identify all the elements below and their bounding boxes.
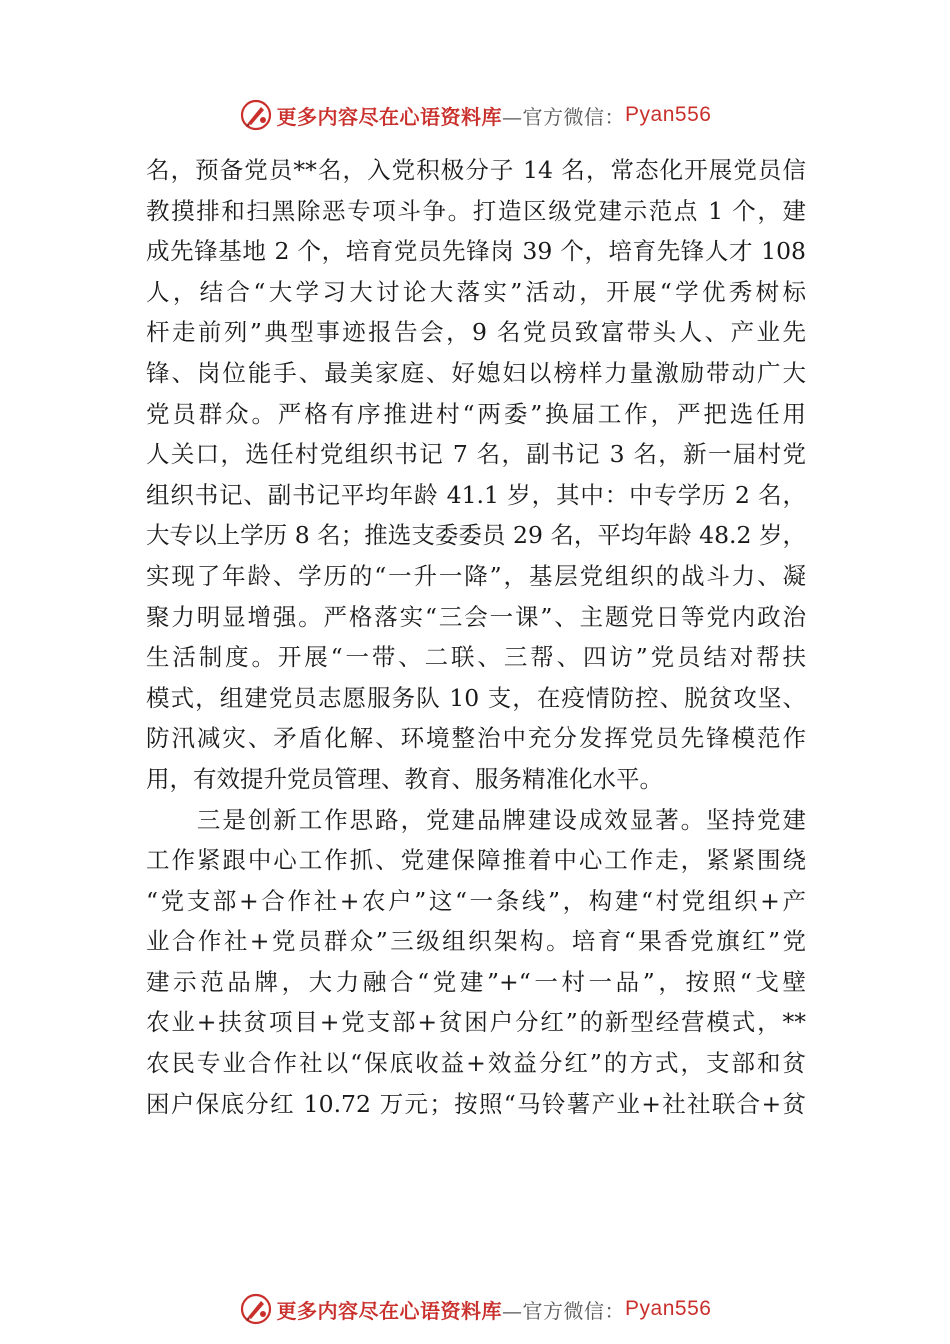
text-line: 成先锋基地 2 个，培育党员先锋岗 39 个，培育先锋人才 108 [146, 237, 806, 266]
text-line: 模式，组建党员志愿服务队 10 支，在疫情防控、脱贫攻坚、 [146, 683, 806, 712]
text-line: 党员群众。严格有序推进村“两委”换届工作，严把选任用 [146, 399, 806, 428]
banner-promo-text: 更多内容尽在心语资料库 [276, 104, 503, 129]
text-line: 农业+扶贫项目+党支部+贫困户分红”的新型经营模式，** [146, 1008, 806, 1037]
banner-wechat-label: —官方微信： [502, 1298, 626, 1323]
header-banner [0, 93, 950, 137]
text-line: 困户保底分红 10.72 万元；按照“马铃薯产业+社社联合+贫 [146, 1089, 806, 1118]
text-line: 实现了年龄、学历的“一升一降”，基层党组织的战斗力、凝 [146, 561, 806, 590]
text-line: 防汛减灾、矛盾化解、环境整治中充分发挥党员先锋模范作 [146, 724, 806, 753]
text-line: 建示范品牌，大力融合“党建”+“一村一品”，按照“戈壁 [146, 967, 806, 996]
text-line: 业合作社+党员群众”三级组织架构。培育“果香党旗红”党 [146, 927, 806, 956]
quill-logo-icon [239, 98, 273, 132]
text-line: “党支部+合作社+农户”这“一条线”，构建“村党组织+产 [146, 886, 806, 915]
footer-banner [0, 1287, 950, 1331]
text-line: 教摸排和扫黑除恶专项斗争。打造区级党建示范点 1 个，建 [146, 196, 806, 225]
text-line: 农民专业合作社以“保底收益+效益分红”的方式，支部和贫 [146, 1049, 806, 1078]
text-line: 锋、岗位能手、最美家庭、好媳妇以榜样力量激励带动广大 [146, 358, 806, 387]
text-line: 工作紧跟中心工作抓、党建保障推着中心工作走，紧紧围绕 [146, 846, 806, 875]
banner-wechat-id: Pyan556 [625, 103, 712, 126]
banner-wechat-id: Pyan556 [625, 1297, 712, 1320]
text-line: 三是创新工作思路，党建品牌建设成效显著。坚持党建 [146, 805, 806, 834]
text-line: 人关口，选任村党组织书记 7 名，副书记 3 名，新一届村党 [146, 440, 806, 469]
text-line: 大专以上学历 8 名；推选支委委员 29 名，平均年龄 48.2 岁， [146, 521, 806, 550]
text-line: 杆走前列”典型事迹报告会，9 名党员致富带头人、产业先 [146, 318, 806, 347]
quill-logo-icon [239, 1292, 273, 1326]
text-line: 组织书记、副书记平均年龄 41.1 岁，其中：中专学历 2 名， [146, 480, 806, 509]
banner-promo-text: 更多内容尽在心语资料库 [276, 1298, 503, 1323]
text-line: 人，结合“大学习大讨论大落实”活动，开展“学优秀树标 [146, 277, 806, 306]
document-body [146, 150, 806, 1124]
text-line: 用，有效提升党员管理、教育、服务精准化水平。 [146, 764, 663, 793]
text-line: 生活制度。开展“一带、二联、三帮、四访”党员结对帮扶 [146, 643, 806, 672]
text-line: 名，预备党员**名，入党积极分子 14 名，常态化开展党员信 [146, 156, 806, 184]
banner-wechat-label: —官方微信： [502, 104, 626, 129]
text-line: 聚力明显增强。严格落实“三会一课”、主题党日等党内政治 [146, 602, 806, 631]
